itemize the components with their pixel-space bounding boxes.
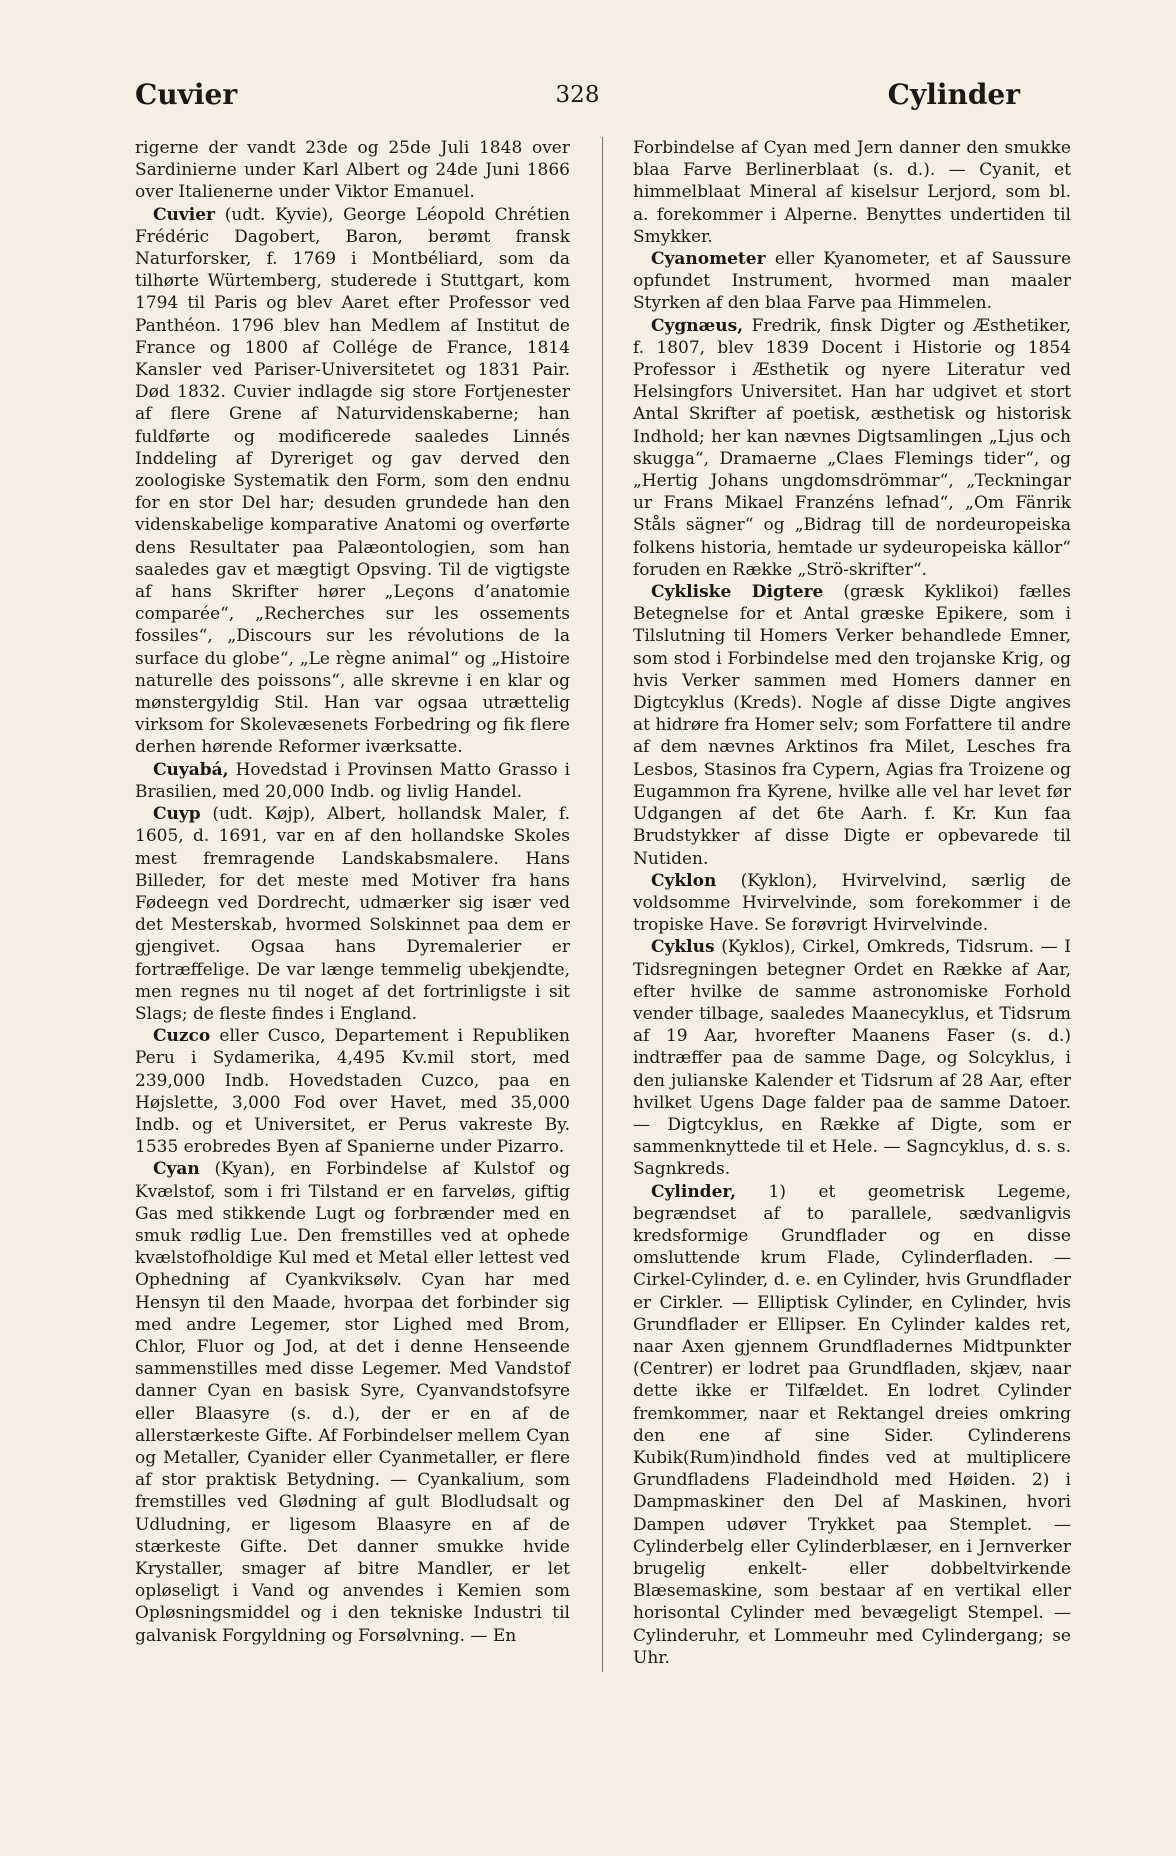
entry-text: eller Cusco, Departement i Republiken Peru i Sydamerika, 4,495 Kv.mil stort, med 239,000 Indb. Hovedstaden Cuzco, paa en Højslette, 3,000 Fod over Havet, med 35,000 Indb. og et Universitet, er Perus vakreste By. 1535 erobredes Byen af Spanierne under Pizarro. (135, 1026, 570, 1158)
entry-cuvier (135, 204, 570, 759)
entry-text: (græsk Kyklikoi) fælles Betegnelse for et Antal græske Epikere, som i Tilslutning til Homers Verker behandlede Emner, som stod i Forbindelse med den trojanske Krig, og hvis Verker sammen med Homers danner en Digtcyklus (Kreds). Nogle af disse Digte angives at hidrøre fra Homer selv; som Forfattere til andre af dem nævnes Arktinos fra Milet, Lesches fra Lesbos, Stasinos fra Cypern, Agias fra Troizene og Eugammon fra Kyrene, hvilke alle vel har levet før Udgangen af det 6te Aarh. f. Kr. Kun faa Brudstykker af disse Digte er opbevarede til Nutiden. (633, 582, 1071, 869)
header-right-word: Cylinder (887, 78, 1020, 111)
entry-continuation: rigerne der vandt 23de og 25de Juli 1848 over Sardinierne under Karl Albert og 24de Juni 1866 over Italienerne under Viktor Emanuel. (135, 138, 570, 203)
entry-cyanometer (633, 248, 1071, 315)
entry-text: Fredrik, finsk Digter og Æsthetiker, f. 1807, blev 1839 Docent i Historie og 1854 Professor i Æsthetik og nyere Literatur ved Helsingfors Universitet. Han har udgivet et stort Antal Skrifter af poetisk, æsthetisk og historisk Indhold; her kan nævnes Digtsamlingen „Ljus och skugga“, Dramaerne „Claes Flemings tider“, og „Hertig Johans ungdomsdrömmar“, „Teckningar ur Frans Mikael Franzéns lefnad“, „Om Fänrik Ståls sägner“ og „Bidrag till de nordeuropeiska folkens historia, hemtade ur sydeuropeiska källor“ foruden en Række „Strö-skrifter“. (633, 315, 1071, 580)
headword: Cygnæus, (651, 315, 744, 336)
headword: Cykliske Digtere (651, 582, 824, 603)
column-divider (602, 137, 603, 1672)
entry-cyklus (633, 936, 1071, 1180)
entry-cuyaba (135, 759, 570, 803)
right-column (633, 137, 1071, 1669)
headword: Cyanometer (651, 249, 766, 270)
headword: Cyan (153, 1159, 200, 1180)
entry-text: (udt. Køjp), Albert, hollandsk Maler, f. 1605, d. 1691, var en af den hollandske Skoles mest fremragende Landskabsmalere. Hans Billeder, for det meste med Motiver fra hans Fødeegn ved Dordrecht, udmærker sig især ved det Mesterskab, hvormed Solskinnet paa dem er gjengivet. Ogsaa hans Dyremalerier er fortræffelige. De var længe temmelig ubekjendte, men regnes nu til noget af det fortrinligste i sit Slags; de fleste findes i England. (135, 804, 570, 1024)
entry-text: 1) et geometrisk Legeme, begrændset af to parallele, sædvanligvis kredsformige Grundflader og en disse omsluttende krum Flade, Cylinderfladen. — Cirkel-Cylinder, d. e. en Cylinder, hvis Grundflader er Cirkler. — Elliptisk Cylinder, en Cylinder, hvis Grundflader er Ellipser. En Cylinder kaldes ret, naar Axen gjennem Grundfladernes Midtpunkter (Centrer) er lodret paa Grundfladen, skjæv, naar dette ikke er Tilfældet. En lodret Cylinder fremkommer, naar et Rektangel dreies omkring den ene af sine Sider. Cylinderens Kubik(Rum)indhold findes ved at multiplicere Grundfladens Fladeindhold med Høiden. 2) i Dampmaskiner den Del af Maskinen, hvori Dampen udøver Trykket paa Stemplet. — Cylinderbelg eller Cylinderblæser, en i Jernverker brugelig enkelt- eller dobbeltvirkende Blæsemaskine, som bestaar af en vertikal eller horisontal Cylinder med bevægeligt Stempel. — Cylinderuhr, et Lommeuhr med Cylindergang; se Uhr. (633, 1181, 1071, 1668)
running-header (135, 78, 1020, 118)
entry-cylinder (633, 1181, 1071, 1669)
entry-continuation: Forbindelse af Cyan med Jern danner den smukke blaa Farve Berlinerblaat (s. d.). — Cyanit, et himmelblaat Mineral af kiselsur Lerjord, som bl. a. forekommer i Alperne. Benyttes undertiden til Smykker. (633, 138, 1071, 247)
page-number: 328 (555, 82, 600, 108)
entry-cuzco (135, 1025, 570, 1158)
entry-text: eller Kyanometer, et af Saussure opfundet Instrument, hvormed man maaler Styrken af den blaa Farve paa Himmelen. (633, 249, 1071, 314)
entry-text: Hovedstad i Provinsen Matto Grasso i Brasilien, med 20,000 Indb. og livlig Handel. (135, 759, 570, 802)
entry-cyan (135, 1158, 570, 1646)
entry-cuyp (135, 803, 570, 1025)
headword: Cyklon (651, 870, 717, 891)
entry-text: (Kyklos), Cirkel, Omkreds, Tidsrum. — I Tidsregningen betegner Ordet en Række af Aar, efter hvilke de samme astronomiske Forhold vender tilbage, saaledes Maanecyklus, et Tidsrum af 19 Aar, hvorefter Maanens Faser (s. d.) indtræffer paa de samme Dage, og Solcyklus, i den julianske Kalender et Tidsrum af 28 Aar, efter hvilket Ugens Dage falder paa de samme Datoer. — Digtcyklus, en Række af Digte, som er sammenknyttede til et Hele. — Sagncyklus, d. s. s. Sagnkreds. (633, 937, 1071, 1180)
entry-text: (Kyan), en Forbindelse af Kulstof og Kvælstof, som i fri Tilstand er en farveløs, giftig Gas med stikkende Lugt og forbrænder med en smuk rødlig Lue. Den fremstilles ved at ophede kvælstofholdige Kul med et Metal eller lettest ved Ophedning af Cyankviksølv. Cyan har med Hensyn til den Maade, hvorpaa det forbinder sig med andre Legemer, stor Lighed med Brom, Chlor, Fluor og Jod, at det i denne Henseende sammenstilles med disse Legemer. Med Vandstof danner Cyan en basisk Syre, Cyanvandstofsyre eller Blaasyre (s. d.), der er en af de allerstærkeste Gifte. Af Forbindelser mellem Cyan og Metaller, Cyanider eller Cyanmetaller, er flere af stor praktisk Betydning. — Cyankalium, som fremstilles ved Glødning af gult Blodludsalt og Udludning, er ligesom Blaasyre en af de stærkeste Gifte. Det danner smukke hvide Krystaller, smager af bitre Mandler, er let opløseligt i Vand og anvendes i Kemien som Opløsningsmiddel og i den tekniske Industri til galvanisk Forgyldning og Forsølvning. — En (135, 1159, 570, 1646)
header-left-word: Cuvier (135, 78, 238, 111)
left-column (135, 137, 570, 1647)
headword: Cuyp (153, 804, 201, 825)
entry-cyklon (633, 870, 1071, 937)
headword: Cuzco (153, 1026, 211, 1047)
entry-cygnaeus (633, 315, 1071, 581)
headword: Cylinder, (651, 1181, 737, 1202)
headword: Cuvier (153, 204, 215, 225)
entry-cykliske-digtere (633, 581, 1071, 870)
entry-text: (udt. Kyvie), George Léopold Chrétien Frédéric Dagobert, Baron, berømt fransk Naturforsker, f. 1769 i Montbéliard, som da tilhørte Würtemberg, studerede i Stuttgart, kom 1794 til Paris og blev Aaret efter Professor ved Panthéon. 1796 blev han Medlem af Institut de France og 1800 af Collége de France, 1814 Kansler ved Pariser-Universitetet og 1831 Pair. Død 1832. Cuvier indlagde sig store Fortjenester af flere Grene af Naturvidenskaberne; han fuldførte og modificerede saaledes Linnés Inddeling af Dyreriget og gav derved den zoologiske Systematik den Form, som den endnu for en stor Del har; desuden grundede han den videnskabelige komparative Anatomi og overførte dens Resultater paa Palæontologien, som han saaledes gav et mægtigt Opsving. Til de vigtigste af hans Skrifter hører „Leçons d’anatomie comparée“, „Recherches sur les ossements fossiles“, „Discours sur les révolutions de la surface du globe“, „Le règne animal“ og „Histoire naturelle des poissons“, alle skrevne i en klar og mønstergyldig Stil. Han var ogsaa utrættelig virksom for Skolevæsenets Forbedring og fik flere derhen hørende Reformer iværksatte. (135, 204, 570, 758)
headword: Cuyabá, (153, 759, 229, 780)
headword: Cyklus (651, 937, 715, 958)
entry-text: (Kyklon), Hvirvelvind, særlig de voldsomme Hvirvelvinde, som forekommer i de tropiske Have. Se forøvrigt Hvirvelvinde. (633, 870, 1071, 936)
